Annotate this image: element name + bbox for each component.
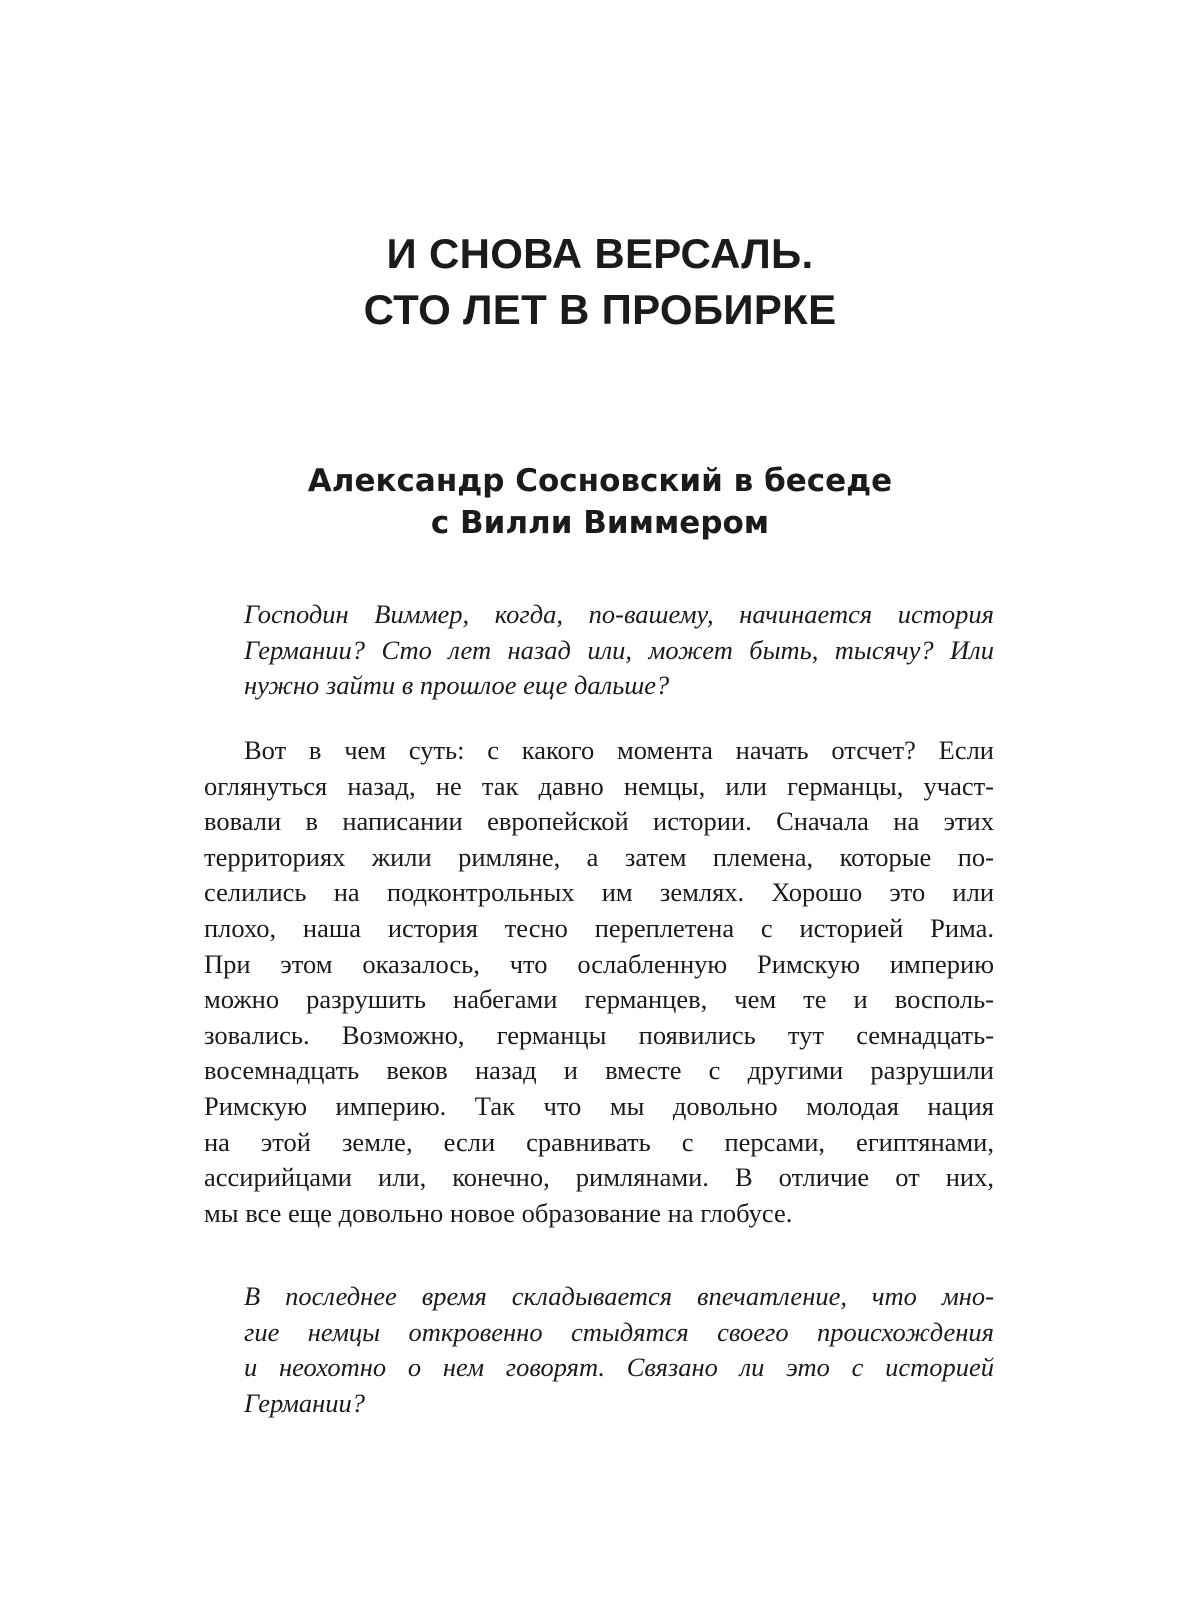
paragraph-line: мы все еще довольно новое образование на глобусе. [204, 1197, 793, 1228]
paragraph-line: оглянуться назад, не так давно немцы, или германцы, участ- [204, 770, 994, 801]
paragraph-line: можно разрушить набегами германцев, чем те и восполь- [204, 984, 994, 1015]
question-paragraph-1 [204, 597, 994, 704]
paragraph-line: селились на подконтрольных им землях. Хорошо это или [204, 877, 994, 908]
chapter-title-line: И СНОВА ВЕРСАЛЬ. [386, 230, 814, 277]
paragraph-line: восемнадцать веков назад и вместе с другими разрушили [204, 1055, 994, 1086]
paragraph-line: нужно зайти в прошлое еще дальше? [244, 670, 670, 701]
chapter-subtitle [0, 460, 1200, 544]
paragraph-line: ассирийцами или, конечно, римлянами. В отличие от них, [204, 1162, 994, 1193]
paragraph-line: и неохотно о нем говорят. Связано ли это с историей [244, 1352, 994, 1383]
subtitle-line: Александр Сосновский в беседе [307, 463, 893, 499]
paragraph-line: Вот в чем суть: с какого момента начать отсчет? Если [244, 735, 994, 765]
paragraph-line: вовали в написании европейской истории. Сначала на этих [204, 806, 994, 837]
question-paragraph-2 [204, 1279, 994, 1421]
paragraph-line: гие немцы откровенно стыдятся своего происхождения [244, 1316, 994, 1347]
subtitle-line: с Вилли Виммером [430, 505, 770, 541]
chapter-title [0, 226, 1200, 338]
paragraph-line: на этой земле, если сравнивать с персами, египтянами, [204, 1126, 994, 1157]
paragraph-line: Римскую империю. Так что мы довольно молодая нация [204, 1090, 994, 1121]
chapter-title-line: СТО ЛЕТ В ПРОБИРКЕ [363, 286, 837, 333]
paragraph-line: В последнее время складывается впечатление, что мно- [244, 1281, 994, 1311]
paragraph-line: территориях жили римляне, а затем племена, которые по- [204, 841, 994, 872]
answer-paragraph-1 [204, 733, 994, 1231]
paragraph-line: Господин Виммер, когда, по-вашему, начинается история [244, 599, 994, 629]
paragraph-line: плохо, наша история тесно переплетена с историей Рима. [204, 912, 994, 943]
paragraph-line: зовались. Возможно, германцы появились тут семнадцать- [204, 1019, 994, 1050]
paragraph-line: При этом оказалось, что ослабленную Римскую империю [204, 948, 994, 979]
paragraph-line: Германии? Сто лет назад или, может быть, тысячу? Или [244, 634, 994, 665]
paragraph-line: Германии? [244, 1387, 366, 1418]
